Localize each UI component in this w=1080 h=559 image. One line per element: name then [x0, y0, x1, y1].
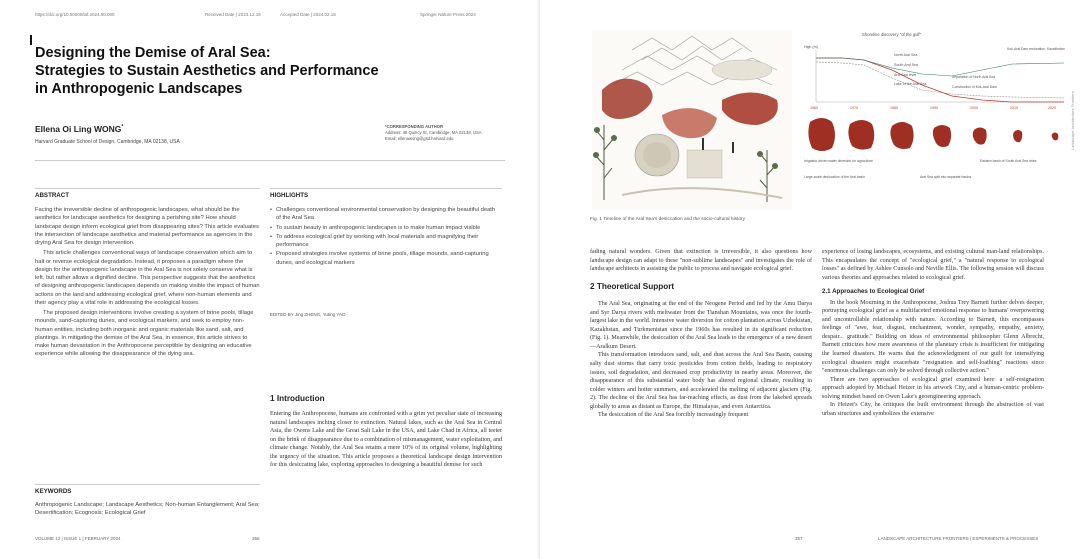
article-title: [35, 44, 379, 98]
title-line: Designing the Demise of Aral Sea:: [35, 45, 271, 61]
divider: [270, 188, 502, 189]
section-heading: 2 Theoretical Support: [590, 281, 675, 291]
chart-note: Irrigation-driven water diversion for agriculture: [804, 159, 873, 163]
chart-note: Eastern basin of South Aral Sea dries: [980, 159, 1037, 163]
aral-map-1960: [808, 118, 835, 151]
footer-page-number: 357: [795, 536, 803, 541]
chart-label: Separation of North Aral Sea: [952, 75, 996, 79]
divider: [35, 160, 505, 161]
aral-map-1990: [933, 125, 951, 147]
intro-heading: 1 Introduction: [270, 394, 325, 403]
aral-sea-timeline-chart: [802, 30, 1070, 210]
accepted-date: Accepted Date | 2024.02.15: [280, 12, 336, 17]
keywords-heading: KEYWORDS: [35, 488, 72, 495]
year-tick: 1990: [930, 106, 938, 110]
footer-journal: LANDSCAPE ARCHITECTURE FRONTIERS | EXPERIMENTS & PROCESSES: [878, 536, 1039, 541]
doi-link[interactable]: https://doi.org/10.00000/laf.2024.00.000: [35, 12, 115, 17]
abstract-paragraph: Facing the irreversible decline of anthropogenic landscapes, what should be the aesthetics for landscape aesthetics for designing a perishing site? How should landscape design inform ecological grief from disappearing sites? This article evaluates the intersection of landscape aesthetics and material performance as agencies in the drying Aral Sea for design intervention.: [35, 207, 259, 246]
year-tick: 1970: [850, 106, 858, 110]
body-paragraph: experience of losing landscapes, ecosystems, and existing cultural man-land relationships. This encapsulates the concept of "ecological grief," a "natural response to ecological losses" as defined by Ashlee Cunsolo and Neville Ellis. The following session will discuss various theories and approaches related to ecological grief.: [822, 249, 1044, 281]
aral-map-1980: [890, 122, 913, 149]
chart-label: North Aral Sea: [894, 53, 918, 57]
chart-label: Shoreline discovery "of the gulf": [862, 32, 922, 37]
chart-label: Aral Sea level: [894, 73, 917, 77]
title-line: in Anthropogenic Landscapes: [35, 81, 243, 97]
divider: [35, 484, 260, 485]
year-tick: 1960: [810, 106, 818, 110]
abstract-heading: ABSTRACT: [35, 192, 70, 199]
chart-label: Lake of the Aral Sea: [894, 82, 927, 86]
abstract-body: [35, 206, 260, 361]
year-tick: 2000: [970, 106, 978, 110]
publisher: Springer Nature Press 2024: [420, 12, 476, 17]
intro-body: Entering the Anthropocene, humans are confronted with a grim yet peculiar state of increasing natural landscapes inching closer to extinction. Natural lakes, such as the Aral Sea in Central Asia, the Owens Lake and the Great Salt Lake in the USA, and Lake Chad in Africa, all teeter on the brink of disappearance due to a combination of mismanagement, water exploitation, and climate change. Notably, the Aral Sea retains a mere 10% of its original volume, highlighting the urgency of the situation. This article proposes a theoretical landscape design intervention for this desiccating lake, exploring approaches to designing a beautiful demise for such: [270, 411, 502, 469]
body-paragraph: The desiccation of the Aral Sea forcibly increasingly frequent: [598, 412, 749, 419]
author-mark: *: [121, 124, 124, 131]
corr-label: *CORRESPONDING AUTHOR: [385, 124, 444, 129]
aral-map-2000: [973, 128, 987, 145]
footer-issue: VOLUME 12 | ISSUE 1 | FEBRUARY 2024: [35, 536, 121, 541]
body-paragraph: fading natural wonders. Given that extinction is irreversible, it also questions how landscape design can adapt to these "non-sublime landscapes" and investigates the role of landscape architects in assisting the public to process and navigate ecological grief.: [590, 249, 812, 273]
received-date: Received Date | 2023.12.16: [205, 12, 261, 17]
title-line: Strategies to Sustain Aesthetics and Performance: [35, 63, 379, 79]
journal-side-tag: Landscape Architecture Frontiers: [1070, 91, 1075, 150]
author-name: [35, 124, 123, 134]
highlight-item: • Challenges conventional environmental conservation by designing the beautiful death of the Aral Sea: [270, 206, 500, 223]
highlight-item: • Proposed strategies involve systems of brine pools, tillage mounds, sand-capturing dunes, and ecological markers: [270, 250, 500, 267]
footer-page-number: 356: [252, 536, 260, 541]
divider: [35, 188, 260, 189]
keywords-text: Anthropogenic Landscape; Landscape Aesthetics; Non-human Entanglement; Aral Sea; Desertification; Ecognosis; Ecological Grief: [35, 502, 260, 517]
chart-label: Kok-Aral Dam restoration, Kazakhstan: [1007, 47, 1065, 51]
right-column-a: [590, 248, 812, 420]
chart-note: Large-scale desiccation of the Aral basin: [804, 175, 865, 179]
aral-sea-collage-illustration: [592, 30, 792, 210]
correspondence-block: [385, 124, 482, 142]
year-tick: 1980: [890, 106, 898, 110]
title-marker: [30, 35, 32, 45]
chart-label: South Aral Sea: [894, 63, 918, 67]
aral-map-2020: [1052, 133, 1059, 141]
body-paragraph: In Heizer's City, he critiques the built environment through the abstraction of vast urban structures and symbolizes the extensive: [822, 402, 1044, 417]
aral-map-1970: [848, 120, 874, 150]
author-name-text: Ellena Oi Ling WONG: [35, 124, 122, 134]
highlight-item: • To sustain beauty in anthropogenic landscapes is to make human impact visible: [270, 224, 500, 232]
right-column-b: [822, 248, 1044, 418]
body-paragraph: The Aral Sea, originating at the end of the Neogene Period and fed by the Amu Darya and Syr Darya rivers with meltwater from the Tianshan Mountains, was once the fourth-largest lake in the world. Intensive water diversion for cotton plantation across Uzbekistan, Kazakhstan, and Turkmenistan since the 1960s has resulted in its significant reduction (Fig. 1). Meanwhile, the desiccation of the Aral Sea leads to the emergence of a new desert—Aralkum Desert.: [590, 301, 812, 350]
corr-address: Address: 48 Quincy St, Cambridge, MA 02138, USA: [385, 130, 482, 135]
author-affiliation: Harvard Graduate School of Design, Cambridge, MA 02138, USA: [35, 139, 180, 145]
chart-label: High (m): [804, 45, 818, 49]
highlight-item: • To address ecological grief by working with local materials and magnifying their performance: [270, 233, 500, 250]
body-paragraph: This transformation introduces sand, salt, and dust across the Aral Sea Basin, causing salty dust storms that carry toxic pesticides from cotton fields, leading to respiratory issues, soil degradation, and decreased crop productivity in nearby areas. Moreover, the disappearance of this substantial water body has altered regional climate, resulting in colder winters and hotter summers, and accelerated the melting of adjacent glaciers (Fig. 2). The decline of the Aral Sea has far-reaching effects, as dust from the lakebed spreads globally to areas as distant as Europe, the Himalayas, and even Antarctica.: [590, 352, 812, 410]
editor-credit: EDITED BY Jing ZHENG, Yuting YAO: [270, 312, 346, 317]
figure-1: [592, 30, 1070, 210]
chart-note: Aral Sea split into separate basins: [920, 175, 972, 179]
year-tick: 2020: [1048, 106, 1056, 110]
abstract-paragraph: This article challenges conventional ways of landscape conservation which aim to halt or reverse ecological degradation. Instead, it proposes a paradigm where the design for the anthropogenic landscape in the Aral Sea is not solely conserve what is left, but rather allows a dignified decline. This perspective suggests that the aesthetics of designing anthropogenic landscapes depends on making visible the impact of human actions on the land and addressing ecological grief, where non-human elements and their agency play a vital role in addressing the ecological losses.: [35, 250, 260, 306]
body-paragraph: There are two approaches of ecological grief examined here: a self-resignation approach adopted by Michael Heizer in his artwork City, and a human-centric problem-solving mindset based on Owen Lake's geoengineering approach.: [822, 376, 1044, 400]
abstract-paragraph: The proposed design interventions involve creating a system of brine pools, tillage mounds, sand-capturing dunes, and ecological markers, and seek to employ non-human entities, including both inorganic and organic materials like sand, salt, and plantings. In mitigating the demise of the Aral Sea, in essence, this article strives to make human devastation in the Anthropocene perceptible by designing an educative experience while allowing the disappearance of the dying sea.: [35, 310, 254, 358]
highlights-list: [270, 206, 500, 268]
body-paragraph: In the book Mourning in the Anthropocene, Joshua Trey Barnett further delves deeper, portraying ecological grief as a multifaceted emotional response to humans' overpowering and uncontrollable relationship with nature. According to Barnett, this encompasses feelings of "awe, fear, disgust, enchantment, wonder, sympathy, empathy, anxiety, despair... gratitude." Building on ideas of environmental philosopher Glenn Albrecht, Barnett criticizes how mere awareness of the planetary crisis is insufficient for mitigating the learned disasters. He warns that the acknowledgment of our guilt for intensifying ecological disasters might exacerbate "resignation and self-loathing" reactions since "enormous challenges can only be solved through collective action.": [822, 299, 1044, 375]
figure-caption: Fig. 1 Timeline of the Aral Sea's desiccation and the socio-cultural history: [590, 217, 746, 222]
corr-email[interactable]: Email: ellenawong@gsd.harvard.edu: [385, 136, 454, 141]
year-tick: 2010: [1010, 106, 1018, 110]
aral-map-2010: [1013, 130, 1022, 142]
highlights-heading: HIGHLIGHTS: [270, 192, 309, 199]
chart-label: Construction of Kok-Aral Dam: [952, 85, 997, 89]
subsection-heading: 2.1 Approaches to Ecological Grief: [822, 288, 925, 296]
